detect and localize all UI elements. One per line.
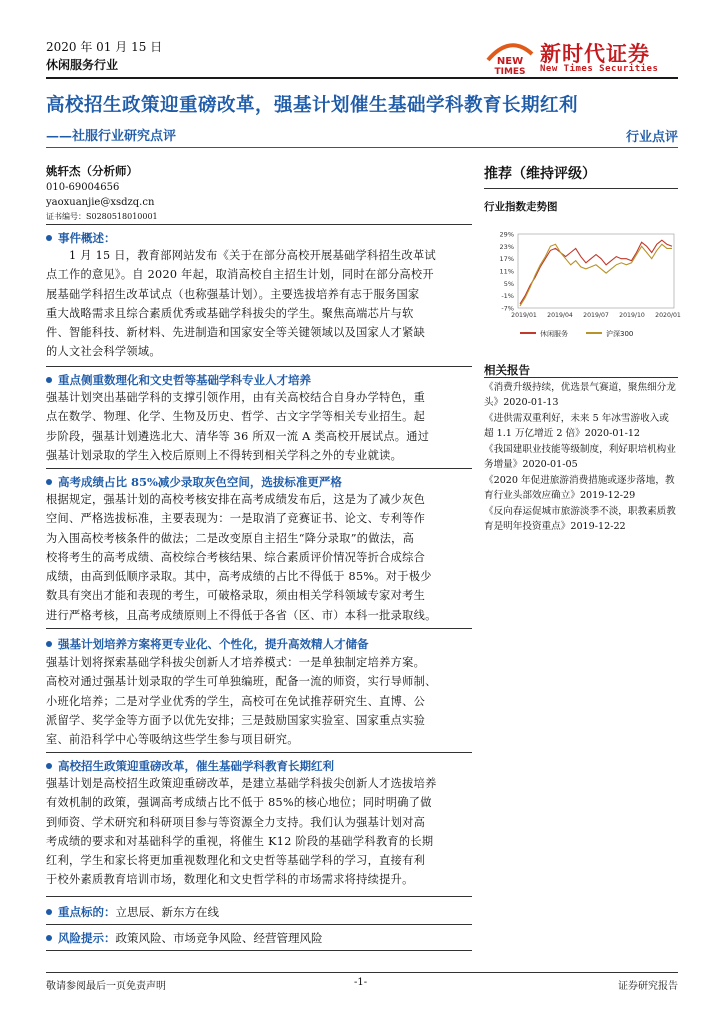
related-report-title[interactable]: 《我国建职业技能等级制度，利好职培机构业务增量》 [484,444,676,470]
text-line: 有效机制的政策，强调高考成绩占比不低于 85%的核心地位；同时明确了做 [46,796,432,810]
risk-warning [46,930,323,946]
page-number: -1- [354,977,368,988]
text-line: 重大战略需求且综合素质优秀或基础学科拔尖的学生。聚焦高端芯片与软 [46,306,414,320]
related-report-item[interactable] [484,381,678,410]
text-line: 派留学、奖学金等方面予以优先安排；三是鼓励国家实验室、国家重点实验 [46,713,426,727]
text-line: 件、智能科技、新材料、先进制造和国家安全等关键领域以及国家人才紧缺 [46,326,426,340]
section-heading-text: 事件概述： [58,231,116,245]
footer-report-type: 证券研究报告 [618,981,678,992]
section-heading [46,474,342,490]
rating-rule [484,188,678,189]
logo-text-bottom: TIMES [494,67,526,77]
section-rule [46,950,472,951]
related-report-title[interactable]: 《2020 年促进旅游消费措施或逐步落地，教育行业头部效应确立》 [484,475,675,501]
text-line: 高校对通过强基计划录取的学生可单独编班，配备一流的师资，实行导师制、 [46,675,437,689]
y-tick-label: 17% [499,255,514,264]
y-tick-label: 5% [503,279,514,288]
y-tick-label: 11% [499,267,514,276]
bullet-icon [46,641,52,647]
related-reports-rule [484,377,678,378]
text-line: 的人文社会科学领域。 [46,345,161,359]
section-rule [46,468,472,469]
text-line: 校将考生的高考成绩、高校综合考核结果、综合素质评价情况等折合成综合 [46,550,426,564]
section-rule [46,366,472,367]
plot-frame [518,234,674,308]
section-rule [46,896,472,897]
section-heading-text: 强基计划培养方案将更专业化、个性化，提升高效精人才储备 [58,637,369,651]
section-rule [46,628,472,629]
analyst-phone: 010-69004656 [46,182,120,193]
related-report-date: 2020-01-12 [584,427,641,439]
chart-svg [484,226,681,344]
key-targets-label: 重点标的： [58,905,116,919]
text-line: 小班化培养；二是对学业优秀的学生，高校可在免试推荐研究生、直博、公 [46,694,426,708]
key-targets-value: 立思辰、新东方在线 [115,905,219,919]
bullet-icon [46,377,52,383]
related-report-item[interactable] [484,474,678,503]
risk-warning-value: 政策风险、市场竞争风险、经营管理风险 [115,931,323,945]
index-trend-chart [484,226,681,344]
text-line: 展基础学科招生改革试点（也称强基计划）。主要选拔培养有志于服务国家 [46,287,420,301]
x-tick-label: 2020/01 [655,312,681,319]
chart-title: 行业指数走势图 [484,201,558,213]
text-line: 为入围高校考核条件的做法；二是改变原自主招生“降分录取”的做法，高 [46,531,415,545]
text-line: 成绩，由高到低顺序录取。其中，高考成绩的占比不得低于 85%。对于极少 [46,570,432,584]
risk-warning-label: 风险提示： [58,931,116,945]
related-report-title[interactable]: 《反向春运促城市旅游淡季不淡，职教素质教育是明年投资重点》 [484,506,676,532]
text-line: 进行严格考核，且高考成绩原则上不得低于各省（区、市）本科一批录取线。 [46,608,437,622]
related-report-date: 2020-01-13 [503,396,559,408]
text-line: 根据规定，强基计划的高校考核安排在高考成绩发布后，这是为了减少灰色 [46,493,426,506]
text-line: 点工作的意见》。自 2020 年起，取消高校自主招生计划，同时在部分高校开 [46,268,434,282]
text-line: 1 月 15 日，教育部网站发布《关于在部分高校开展基础学科招生改革试 [46,249,436,262]
section-heading-text: 重点侧重数理化和文史哲等基础学科专业人才培养 [58,373,311,387]
legend-label: 沪深300 [606,330,634,338]
related-report-item[interactable] [484,443,678,472]
section-rule [46,752,472,753]
series-line-0 [520,240,672,304]
x-tick-label: 2019/04 [547,312,573,319]
footer-disclaimer: 敬请参阅最后一页免责声明 [46,981,166,992]
report-type: 行业点评 [625,130,678,145]
section-body [46,490,466,625]
legend-label: 休闲服务 [540,330,568,338]
company-name-en: New Times Securities [540,64,659,74]
bullet-icon [46,935,52,941]
report-subtitle: ——社服行业研究点评 [46,129,177,144]
section-heading-text: 高校招生政策迎重磅改革，催生基础学科教育长期红利 [58,759,334,773]
y-tick-label: -7% [501,304,514,313]
related-report-date: 2020-01-05 [522,458,578,470]
section-heading [46,372,311,388]
section-body [46,388,466,465]
related-report-date: 2019-12-22 [570,520,626,532]
text-line: 强基计划将探索基础学科拔尖创新人才培养模式：一是单独制定培养方案。 [46,656,426,669]
y-tick-label: -1% [501,292,514,301]
logo-text-top: NEW [496,56,524,67]
section-body [46,653,466,749]
title-rule [46,147,678,148]
analyst-name: 姚轩杰（分析师） [46,164,138,178]
text-line: 红利，学生和家长将更加重视数理化和文史哲等基础学科的学习，直接有利 [46,854,426,868]
text-line: 强基计划是高校招生政策迎重磅改革，是建立基础学科拔尖创新人才选拔培养 [46,777,437,790]
text-line: 强基计划突出基础学科的支撑引领作用，由有关高校结合自身办学特色，重 [46,391,426,404]
bullet-icon [46,763,52,769]
bullet-icon [46,235,52,241]
header-rule [46,77,678,79]
section-body [46,246,466,362]
y-tick-label: 23% [499,242,514,251]
x-tick-label: 2019/01 [511,312,537,319]
bullet-icon [46,479,52,485]
text-line: 于校外素质教育培训市场，数理化和文史哲学科的市场需求将持续提升。 [46,873,414,887]
section-rule [46,924,472,925]
text-line: 强基计划录取的学生入校后原则上不得转到相关学科之外的专业就读。 [46,448,403,462]
related-report-item[interactable] [484,505,678,534]
rating: 推荐（维持评级） [484,166,596,182]
company-name-cn: 新时代证券 [540,42,650,66]
text-line: 数具有突出才能和表现的考生，可破格录取，须由相关学科领域专家对考生 [46,589,426,603]
text-line: 点在数学、物理、化学、生物及历史、哲学、古文字学等相关专业招生。起 [46,410,426,424]
section-heading [46,636,369,652]
section-heading [46,758,334,774]
footer-rule [46,972,678,973]
x-tick-label: 2019/07 [583,312,609,319]
report-date: 2020 年 01 月 15 日 [46,40,163,54]
text-line: 考成绩的要求和对基础科学的重视，将催生 K12 阶段的基础学科教育的长期 [46,834,434,848]
text-line: 到师资、学术研究和科研项目参与等资源全力支持。我们认为强基计划对高 [46,815,426,829]
report-title: 高校招生政策迎重磅改革，强基计划催生基础学科教育长期红利 [46,95,579,116]
sector-name: 休闲服务行业 [46,58,119,72]
related-report-title[interactable]: 《消费升级持续，优选景气赛道，聚焦细分龙头》 [484,382,676,408]
section-body [46,774,466,890]
key-targets [46,904,219,920]
series-line-1 [520,244,672,306]
related-report-title[interactable]: 《进供需双重利好，未来 5 年冰雪游收入或超 1.1 万亿增近 2 倍》 [484,413,669,439]
analyst-rule [46,224,472,225]
section-heading-text: 高考成绩占比 85%减少录取灰色空间，选拔标准更严格 [58,475,342,489]
analyst-cert: 证书编号：S0280518010001 [46,212,158,221]
related-reports-title: 相关报告 [484,363,530,377]
text-line: 步阶段，强基计划遴选北大、清华等 36 所双一流 A 类高校开展试点。通过 [46,429,430,443]
y-tick-label: 29% [499,230,514,239]
analyst-email[interactable]: yaoxuanjie@xsdzq.cn [46,197,155,208]
related-report-date: 2019-12-29 [579,489,636,501]
logo-icon [484,40,536,76]
bullet-icon [46,909,52,915]
x-tick-label: 2019/10 [619,312,645,319]
text-line: 空间、严格选拔标准，主要表现为：一是取消了竞赛证书、论文、专利等作 [46,512,426,526]
text-line: 室、前沿科学中心等吸纳这些学生参与项目研究。 [46,733,299,747]
section-heading [46,230,116,246]
related-report-item[interactable] [484,412,678,441]
